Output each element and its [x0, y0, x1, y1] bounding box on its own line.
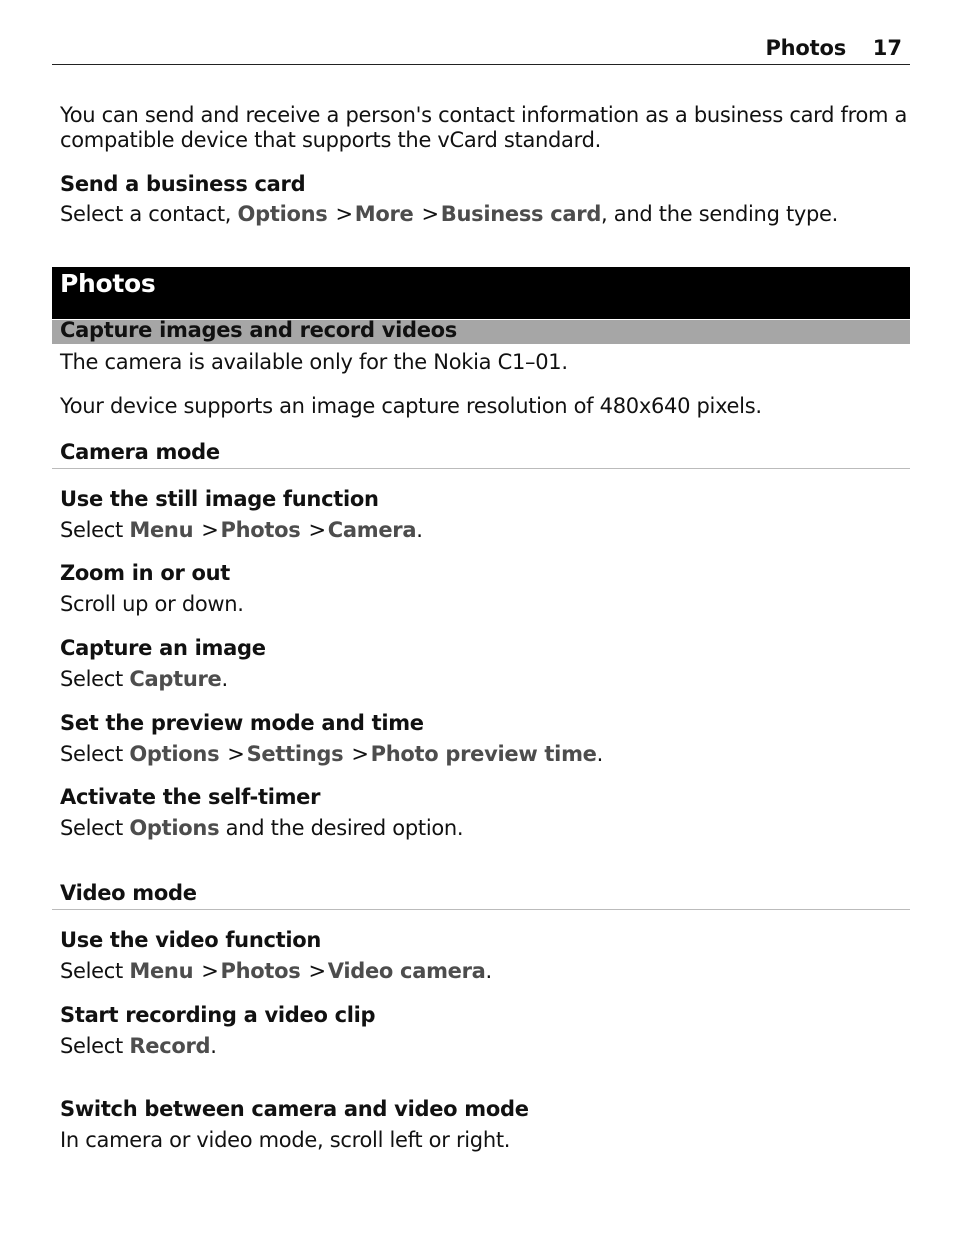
intro-line-2: compatible device that supports the vCard standard.: [60, 128, 601, 152]
menu-camera: Camera: [327, 518, 417, 542]
path-separator: >: [227, 742, 245, 766]
menu-video-camera: Video camera: [327, 959, 486, 983]
video-mode-subsection: [52, 881, 910, 910]
menu-options: Options: [129, 742, 220, 766]
select-word: Select: [60, 816, 130, 840]
menu-settings: Settings: [246, 742, 344, 766]
running-header-title: Photos: [765, 36, 846, 60]
still-image-text: [60, 518, 423, 543]
menu-record: Record: [129, 1034, 211, 1058]
intro-line-1: You can send and receive a person's contact information as a business card from a: [60, 103, 908, 127]
capture-image-heading: Capture an image: [60, 636, 266, 660]
menu-more: More: [354, 202, 414, 226]
switch-mode-text: In camera or video mode, scroll left or right.: [60, 1128, 511, 1152]
path-separator: >: [351, 742, 369, 766]
path-separator: >: [308, 959, 326, 983]
select-word: Select: [60, 667, 130, 691]
path-separator: >: [201, 518, 219, 542]
capture-image-text: [60, 667, 228, 692]
menu-options: Options: [237, 202, 328, 226]
menu-menu: Menu: [129, 959, 194, 983]
select-word: Select: [60, 742, 130, 766]
running-header: [52, 36, 910, 65]
self-timer-heading: Activate the self-timer: [60, 785, 321, 809]
video-mode-title: Video mode: [60, 881, 197, 905]
menu-photo-preview-time: Photo preview time: [370, 742, 597, 766]
zoom-text: Scroll up or down.: [60, 592, 244, 616]
camera-mode-subsection: [52, 440, 910, 469]
camera-availability-text: The camera is available only for the Nokia C1–01.: [60, 350, 568, 374]
still-image-heading: Use the still image function: [60, 487, 379, 511]
record-video-heading: Start recording a video clip: [60, 1003, 376, 1027]
preview-mode-heading: Set the preview mode and time: [60, 711, 424, 735]
menu-capture: Capture: [129, 667, 222, 691]
video-function-text: [60, 959, 492, 984]
send-business-card-text: [60, 202, 838, 227]
path-separator: >: [201, 959, 219, 983]
period: .: [416, 518, 423, 542]
resolution-text: Your device supports an image capture resolution of 480x640 pixels.: [60, 394, 762, 418]
menu-business-card: Business card: [440, 202, 602, 226]
select-word: Select: [60, 959, 130, 983]
record-video-text: [60, 1034, 217, 1059]
self-timer-suffix: and the desired option.: [219, 816, 464, 840]
period: .: [485, 959, 492, 983]
menu-menu: Menu: [129, 518, 194, 542]
chapter-title: Photos: [60, 269, 156, 298]
switch-mode-heading: Switch between camera and video mode: [60, 1097, 529, 1121]
path-separator: >: [421, 202, 439, 226]
menu-options: Options: [129, 816, 220, 840]
page-number: 17: [872, 36, 902, 60]
path-separator: >: [335, 202, 353, 226]
section-title: Capture images and record videos: [60, 318, 457, 342]
select-word: Select: [60, 518, 130, 542]
preview-mode-text: [60, 742, 603, 767]
chapter-title-bar: [52, 267, 910, 319]
self-timer-text: [60, 816, 463, 841]
send-card-prefix: Select a contact,: [60, 202, 238, 226]
period: .: [210, 1034, 217, 1058]
camera-mode-title: Camera mode: [60, 440, 220, 464]
select-word: Select: [60, 1034, 130, 1058]
path-separator: >: [308, 518, 326, 542]
menu-photos: Photos: [220, 518, 301, 542]
menu-photos: Photos: [220, 959, 301, 983]
period: .: [221, 667, 228, 691]
period: .: [596, 742, 603, 766]
send-business-card-heading: Send a business card: [60, 172, 306, 196]
video-function-heading: Use the video function: [60, 928, 322, 952]
section-title-bar: [52, 320, 910, 344]
zoom-heading: Zoom in or out: [60, 561, 231, 585]
send-card-suffix: , and the sending type.: [601, 202, 839, 226]
